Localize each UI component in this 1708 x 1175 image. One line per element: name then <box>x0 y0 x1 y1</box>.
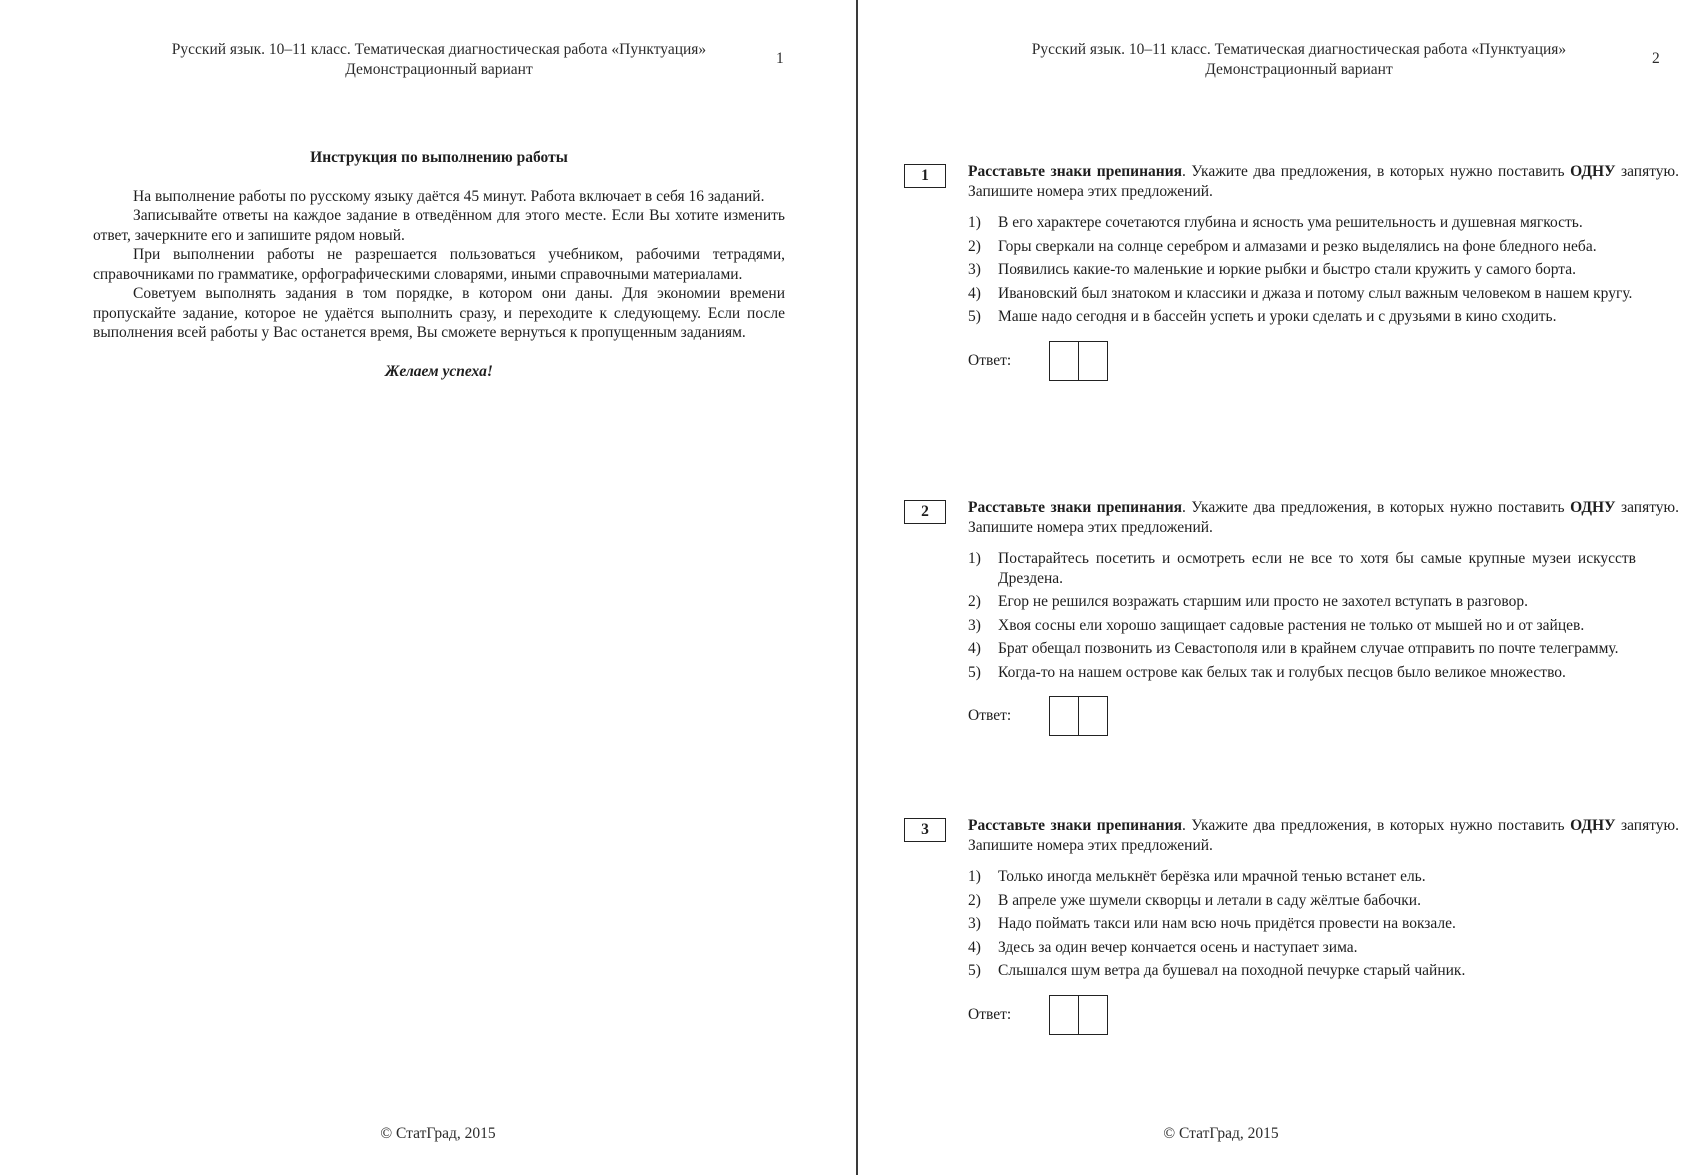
instructions-paragraph: На выполнение работы по русскому языку даётся 45 минут. Работа включает в себя 16 заданий. <box>133 187 765 205</box>
option-item: 2) Горы сверкали на солнце серебром и алмазами и резко выделялись на фоне бледного неба. <box>968 237 1597 255</box>
answer-cell[interactable] <box>1078 697 1107 735</box>
header-subtitle: Демонстрационный вариант <box>345 61 533 78</box>
header-subtitle: Демонстрационный вариант <box>1205 61 1393 78</box>
page-number: 2 <box>1652 50 1660 67</box>
answer-label: Ответ: <box>968 1005 1012 1023</box>
option-item: 2) В апреле уже шумели скворцы и летали в саду жёлтые бабочки. <box>968 891 1421 909</box>
answer-row <box>968 341 1679 381</box>
option-item: 1) Постарайтесь посетить и осмотреть если не все то хотя бы самые крупные музеи искусств Дрездена. <box>968 550 1636 587</box>
option-item: 5) Слышался шум ветра да бушевал на походной печурке старый чайник. <box>968 962 1466 979</box>
page-footer: © СтатГрад, 2015 <box>1163 1125 1279 1142</box>
answer-boxes <box>1049 995 1108 1035</box>
answer-boxes <box>1049 341 1108 381</box>
instructions <box>93 148 785 381</box>
instructions-paragraph: Советуем выполнять задания в том порядке, в котором они даны. Для экономии времени пропускайте задание, которое не удаётся выполнить сразу, и переходите к следующему. Если после выполнения всей работы у Вас останется время, Вы сможете вернуться к пропущенным заданиям. <box>93 285 785 341</box>
option-item: 1) В его характере сочетаются глубина и ясность ума решительность и душевная мягкость. <box>968 214 1583 231</box>
answer-label: Ответ: <box>968 707 1012 725</box>
task-2 <box>904 498 1679 736</box>
page-divider <box>856 0 858 1175</box>
options-list <box>968 549 1636 682</box>
page-header <box>120 40 758 80</box>
task-number: 3 <box>904 818 946 842</box>
answer-label: Ответ: <box>968 351 1012 369</box>
task-prompt: Расставьте знаки препинания. Укажите два предложения, в которых нужно поставить ОДНУ запятую. Запишите номера этих предложений. <box>968 817 1679 854</box>
option-item: 1) Только иногда мелькнёт берёзка или мрачной тенью встанет ель. <box>968 868 1426 885</box>
task-1 <box>904 162 1679 381</box>
page-2 <box>859 0 1708 1175</box>
instructions-paragraph: При выполнении работы не разрешается пользоваться учебником, рабочими тетрадями, справочниками по грамматике, орфографическими словарями, иными справочными материалами. <box>93 246 785 283</box>
page-footer: © СтатГрад, 2015 <box>380 1125 496 1142</box>
answer-cell[interactable] <box>1078 342 1107 380</box>
page-number: 1 <box>776 50 784 67</box>
options-list <box>968 867 1636 981</box>
instructions-paragraph: Записывайте ответы на каждое задание в отведённом для этого месте. Если Вы хотите изменить ответ, зачеркните его и запишите рядом новый. <box>93 207 785 244</box>
option-item: 2) Егор не решился возражать старшим или просто не захотел вступать в разговор. <box>968 593 1528 610</box>
answer-cell[interactable] <box>1050 697 1078 735</box>
option-item: 4) Ивановский был знатоком и классики и джаза и потому слыл важным человеком в нашем кругу. <box>968 284 1633 302</box>
instructions-title: Инструкция по выполнению работы <box>310 149 568 166</box>
option-item: 3) Хвоя сосны ели хорошо защищает садовые растения не только от мышей но и от зайцев. <box>968 616 1585 634</box>
option-item: 5) Маше надо сегодня и в бассейн успеть и уроки сделать и с друзьями в кино сходить. <box>968 308 1557 325</box>
answer-row <box>968 995 1679 1035</box>
task-number: 1 <box>904 164 946 188</box>
task-number: 2 <box>904 500 946 524</box>
task-3 <box>904 816 1679 1035</box>
answer-cell[interactable] <box>1078 996 1107 1034</box>
task-prompt: Расставьте знаки препинания. Укажите два предложения, в которых нужно поставить ОДНУ запятую. Запишите номера этих предложений. <box>968 163 1679 200</box>
page-header <box>989 40 1609 80</box>
option-item: 4) Брат обещал позвонить из Севастополя или в крайнем случае отправить по почте телеграмму. <box>968 640 1619 657</box>
header-title: Русский язык. 10–11 класс. Тематическая диагностическая работа «Пунктуация» <box>1031 41 1567 58</box>
option-item: 3) Надо поймать такси или нам всю ночь придётся провести на вокзале. <box>968 915 1456 932</box>
answer-boxes <box>1049 696 1108 736</box>
task-prompt: Расставьте знаки препинания. Укажите два предложения, в которых нужно поставить ОДНУ запятую. Запишите номера этих предложений. <box>968 499 1679 536</box>
option-item: 5) Когда-то на нашем острове как белых так и голубых песцов было великое множество. <box>968 663 1566 681</box>
header-title: Русский язык. 10–11 класс. Тематическая диагностическая работа «Пунктуация» <box>171 41 707 58</box>
option-item: 4) Здесь за один вечер кончается осень и наступает зима. <box>968 938 1358 956</box>
options-list <box>968 213 1636 327</box>
wish-text: Желаем успеха! <box>385 362 493 380</box>
option-item: 3) Появились какие-то маленькие и юркие рыбки и быстро стали кружить у самого борта. <box>968 261 1577 278</box>
answer-cell[interactable] <box>1050 342 1078 380</box>
answer-cell[interactable] <box>1050 996 1078 1034</box>
answer-row <box>968 696 1679 736</box>
